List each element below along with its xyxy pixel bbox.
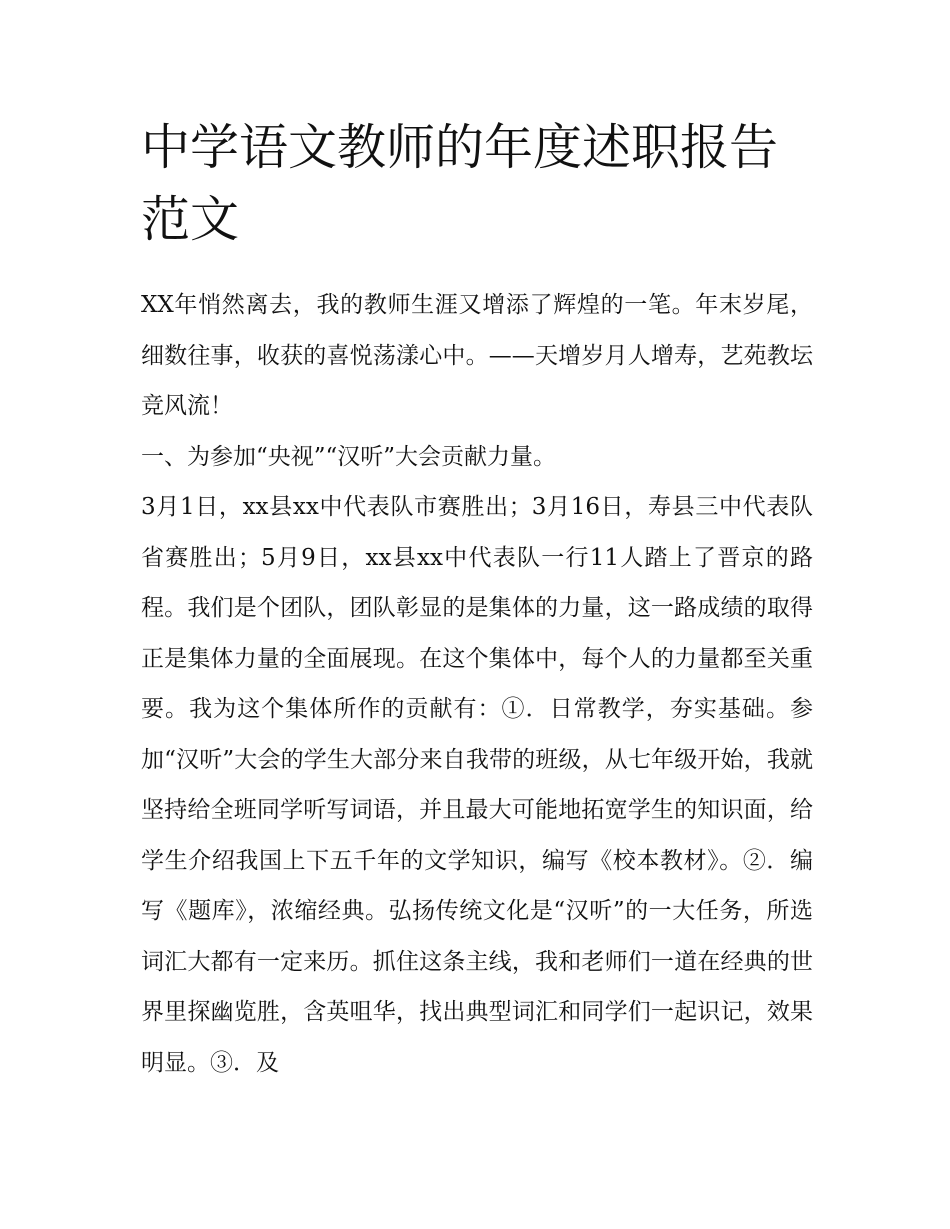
- section-heading: 一、为参加“央视”“汉听”大会贡献力量。: [141, 443, 557, 470]
- intro-paragraph: XX年悄然离去，我的教师生涯又增添了辉煌的一笔。年末岁尾，细数往事，收获的喜悦荡漾心中。——天增岁月人增寿，艺苑教坛竞风流！: [141, 292, 813, 419]
- document-page: [141, 112, 813, 1088]
- document-title: 中学语文教师的年度述职报告范文: [141, 119, 779, 248]
- body-paragraph: 3月1日，xx县xx中代表队市赛胜出；3月16日，寿县三中代表队省赛胜出；5月9日，xx县xx中代表队一行11人踏上了晋京的路程。我们是个团队，团队彰显的是集体的力量，这一路成绩的取得正是集体力量的全面展现。在这个集体中，每个人的力量都至关重要。我为这个集体所作的贡献有：①．日常教学，夯实基础。参加“汉听”大会的学生大部分来自我带的班级，从七年级开始，我就坚持给全班同学听写词语，并且最大可能地拓宽学生的知识面，给学生介绍我国上下五千年的文学知识，编写《校本教材》。②．编写《题库》，浓缩经典。弘扬传统文化是“汉听”的一大任务，所选词汇大都有一定来历。抓住这条主线，我和老师们一道在经典的世界里探幽览胜，含英咀华，找出典型词汇和同学们一起识记，效果明显。③．及: [141, 494, 813, 1076]
